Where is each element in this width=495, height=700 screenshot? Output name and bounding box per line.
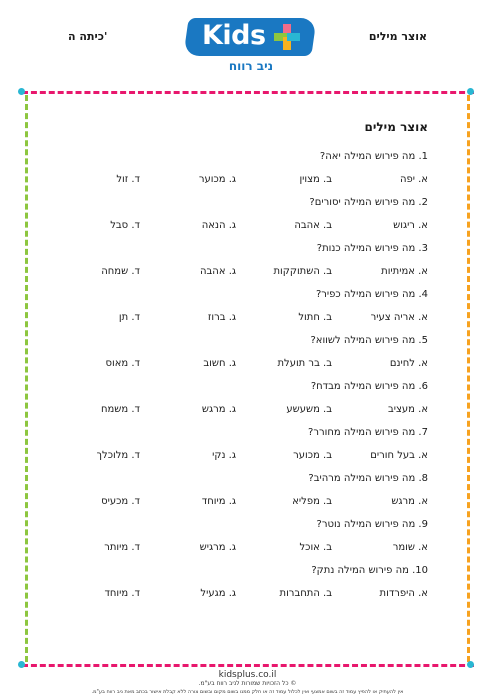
answer-option[interactable]: ב. מצוין [299, 174, 332, 185]
answer-option[interactable]: ד. מיותר [104, 542, 140, 553]
answer-option[interactable]: ד. מיוחד [104, 588, 140, 599]
answer-option[interactable]: א. יפה [399, 174, 428, 185]
answer-row [40, 218, 428, 234]
answer-row [40, 448, 428, 464]
corner-dot [467, 661, 474, 668]
answer-option[interactable]: א. אמיתיות [381, 266, 428, 277]
corner-dot [467, 88, 474, 95]
answer-option[interactable]: ג. מיוחד [201, 496, 236, 507]
question-text: 2. מה פירוש המילה יסורים? [309, 197, 428, 208]
question-text: 4. מה פירוש המילה כפיר? [315, 289, 428, 300]
answer-option[interactable]: ב. מפליא [292, 496, 332, 507]
answer-row [40, 310, 428, 326]
question-text: 8. מה פירוש המילה מרהיב? [308, 473, 428, 484]
answer-option[interactable]: ג. מרגיש [199, 542, 236, 553]
question-text: 1. מה פירוש המילה יאה? [319, 151, 428, 162]
border-top [22, 91, 474, 94]
border-bottom [22, 664, 474, 667]
question-text: 10. מה פירוש המילה נתק? [311, 565, 428, 576]
border-right [467, 95, 470, 662]
corner-dot [18, 661, 25, 668]
logo-subtext: ניב רווח [228, 59, 274, 73]
answer-option[interactable]: ג. מרגש [201, 404, 236, 415]
question-text: 9. מה פירוש המילה נוטר? [316, 519, 428, 530]
kids-plus-logo [186, 18, 314, 76]
footer-url[interactable]: kidsplus.co.il [218, 670, 277, 680]
question-text: 3. מה פירוש המילה כנות? [316, 243, 428, 254]
answer-option[interactable]: ב. השתוקקות [273, 266, 332, 277]
footer-copyright: © כל הזכויות שמורות לניב רווח בע"מ. [198, 680, 297, 687]
footer-legal: אין להעתיק או להפיץ עמוד זה בשום אמצעי ואין לכלול עמוד זה או חלק ממנו בשום מקום ובשום צורה ללא קבלת אישור בכתב מאת ניב רווח בע"מ. [91, 689, 404, 695]
answer-option[interactable]: ג. הנאה [201, 220, 236, 231]
answer-row [40, 586, 428, 602]
answer-option[interactable]: ג. מגעיל [200, 588, 236, 599]
answer-option[interactable]: ב. התחברות [279, 588, 332, 599]
question-text: 7. מה פירוש המילה מחורר? [308, 427, 428, 438]
grade-label: כיתה ה' [68, 30, 108, 43]
answer-option[interactable]: א. בעל חורים [370, 450, 428, 461]
answer-option[interactable]: ב. בר תועלת [277, 358, 332, 369]
answer-option[interactable]: ד. משמח [100, 404, 140, 415]
answer-row [40, 540, 428, 556]
question-list [40, 149, 428, 602]
question-text: 6. מה פירוש המילה מבדח? [310, 381, 428, 392]
answer-option[interactable]: ג. אהבה [199, 266, 236, 277]
answer-option[interactable]: א. היפרדות [379, 588, 428, 599]
answer-option[interactable]: ד. תן [118, 312, 140, 323]
answer-row [40, 494, 428, 510]
answer-option[interactable]: ג. נקי [212, 450, 236, 461]
answer-row [40, 264, 428, 280]
answer-option[interactable]: ד. זול [116, 174, 140, 185]
plus-icon [274, 24, 300, 50]
answer-option[interactable]: ב. אוכל [299, 542, 332, 553]
border-left [25, 95, 28, 662]
answer-option[interactable]: ב. אהבה [294, 220, 332, 231]
answer-option[interactable]: ד. מאוס [105, 358, 140, 369]
section-title: אוצר מילים [364, 120, 428, 134]
answer-option[interactable]: ב. מכוער [293, 450, 332, 461]
answer-row [40, 356, 428, 372]
answer-option[interactable]: ד. שמחה [101, 266, 140, 277]
answer-option[interactable]: ג. חשוב [203, 358, 236, 369]
answer-option[interactable]: ד. מלוכלך [96, 450, 140, 461]
answer-row [40, 172, 428, 188]
subject-label: אוצר מילים [368, 30, 427, 43]
answer-option[interactable]: ג. ברוז [207, 312, 236, 323]
answer-option[interactable]: ב. חתול [298, 312, 332, 323]
answer-option[interactable]: א. מעציב [387, 404, 428, 415]
answer-row [40, 402, 428, 418]
answer-option[interactable]: א. ריגוש [393, 220, 428, 231]
answer-option[interactable]: ב. משעשע [286, 404, 332, 415]
corner-dot [18, 88, 25, 95]
question-text: 5. מה פירוש המילה לשווא? [310, 335, 428, 346]
answer-option[interactable]: ד. מכעיס [101, 496, 140, 507]
answer-option[interactable]: ד. סבל [110, 220, 140, 231]
answer-option[interactable]: א. שומר [392, 542, 428, 553]
answer-option[interactable]: ג. מכוער [198, 174, 236, 185]
worksheet-content [40, 120, 428, 609]
logo-text: Kids [202, 20, 266, 51]
answer-option[interactable]: א. מרגש [391, 496, 428, 507]
answer-option[interactable]: א. לחינם [389, 358, 428, 369]
answer-option[interactable]: א. אריה צעיר [370, 312, 428, 323]
